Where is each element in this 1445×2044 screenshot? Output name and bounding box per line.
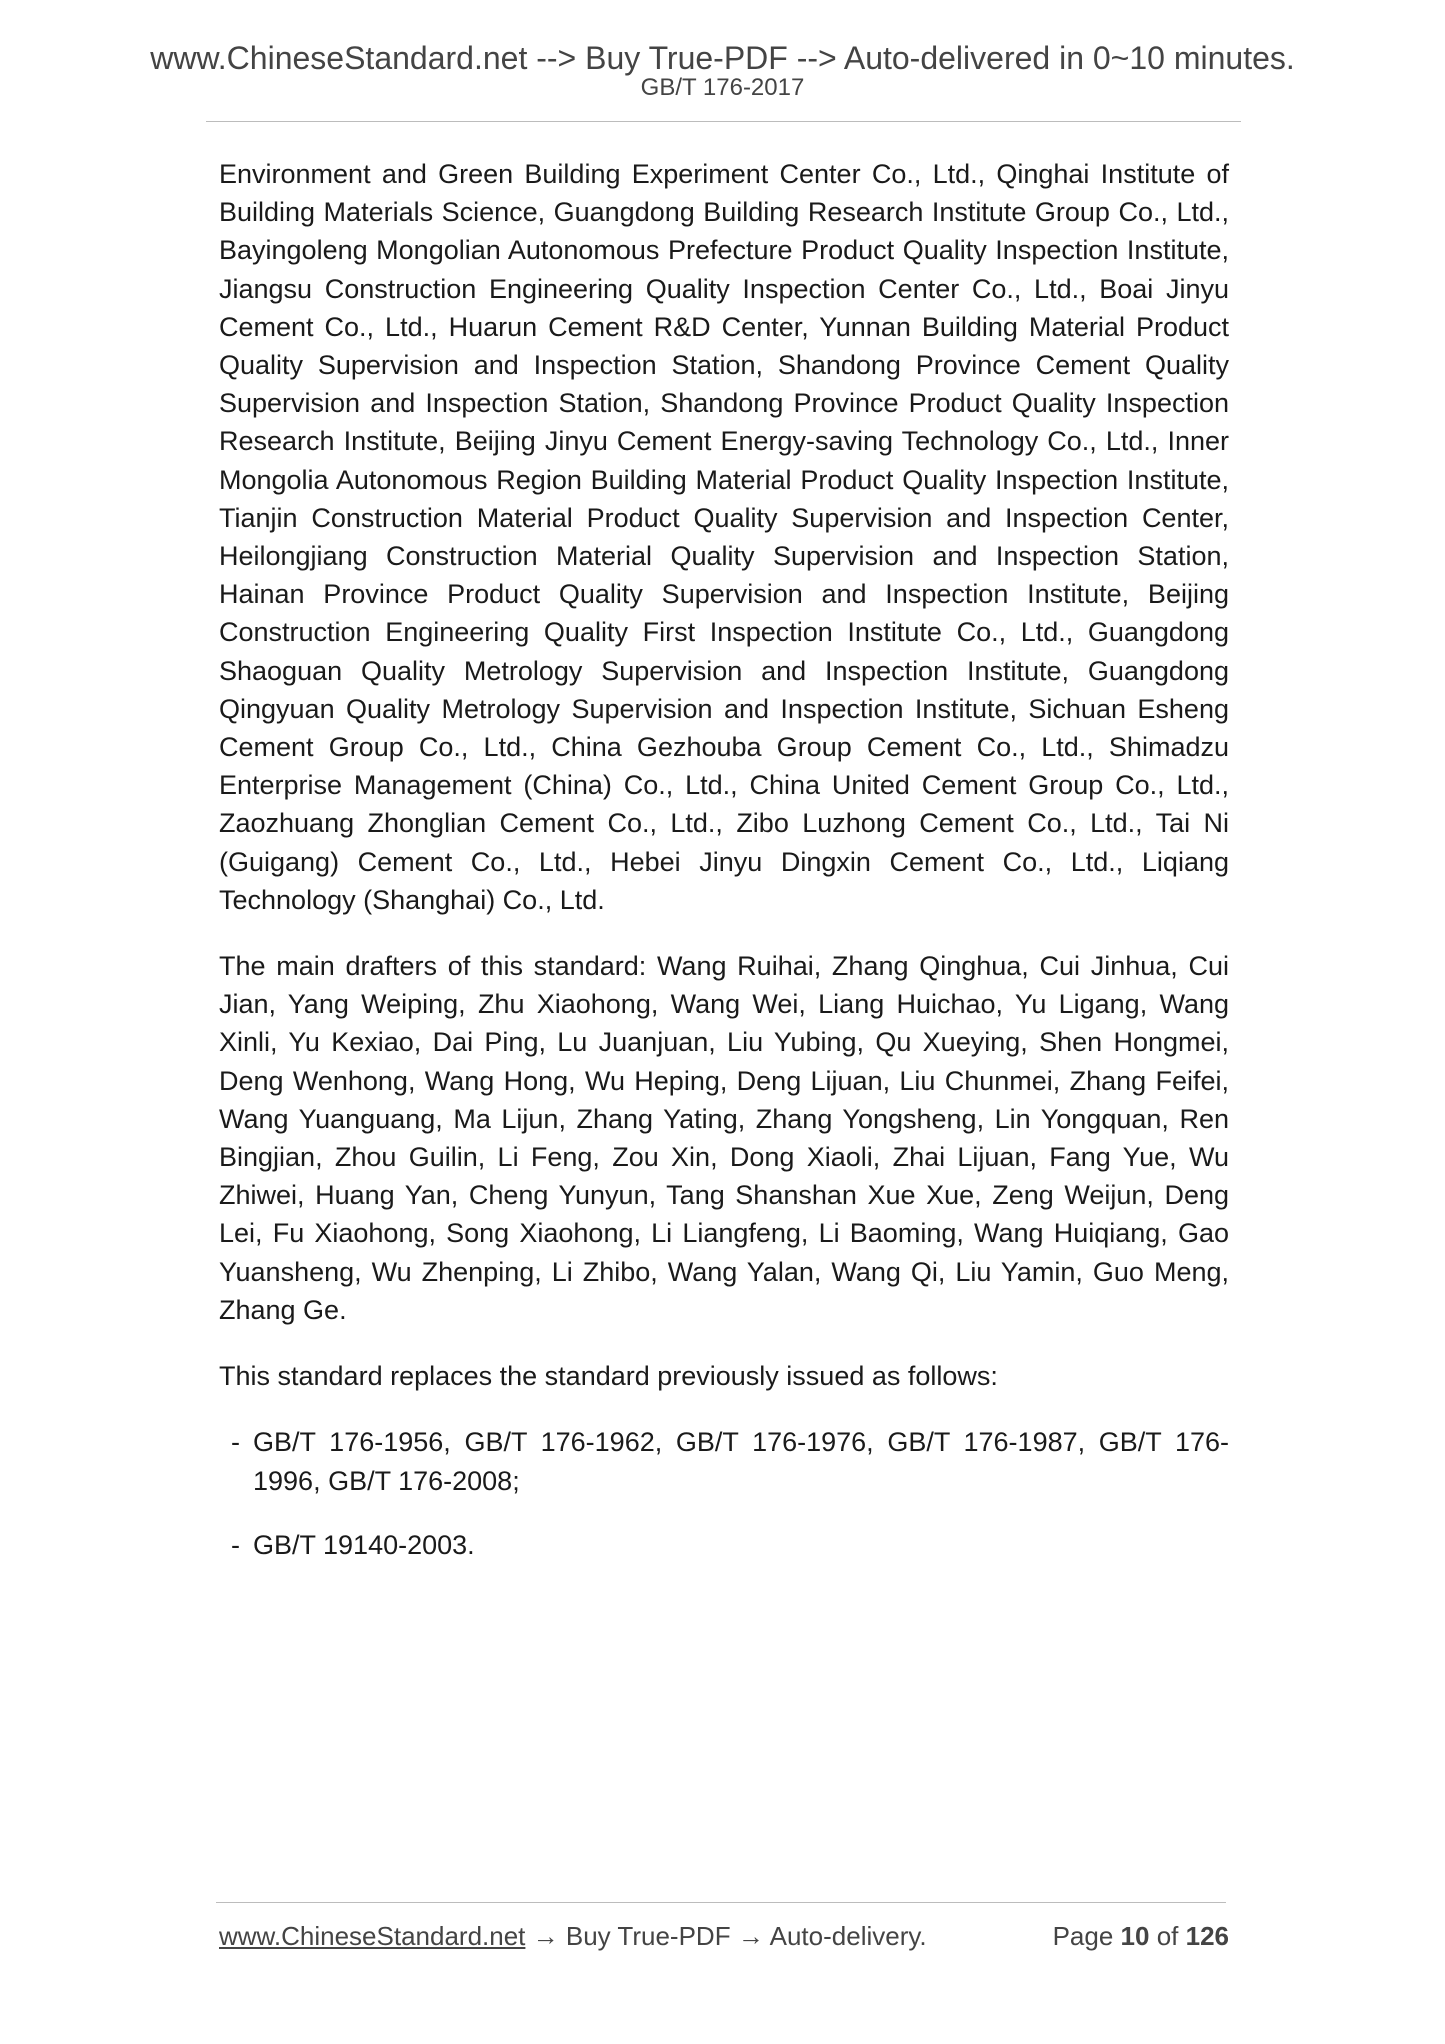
list-item-text: GB/T 19140-2003. xyxy=(253,1529,475,1560)
drafters-paragraph: The main drafters of this standard: Wang Ruihai, Zhang Qinghua, Cui Jinhua, Cui Jian, Yang Weiping, Zhu Xiaohong, Wang Wei, Liang Huichao, Yu Ligang, Wang Xinli, Yu Kexiao, Dai Ping, Lu Juanjuan, Liu Yubing, Qu Xueying, Shen Hongmei, Deng Wenhong, Wang Hong, Wu Heping, Deng Lijuan, Liu Chunmei, Zhang Feifei, Wang Yuanguang, Ma Lijun, Zhang Yating, Zhang Yongsheng, Lin Yongquan, Ren Bingjian, Zhou Guilin, Li Feng, Zou Xin, Dong Xiaoli, Zhai Lijuan, Fang Yue, Wu Zhiwei, Huang Yan, Cheng Yunyun, Tang Shanshan Xue Xue, Zeng Weijun, Deng Lei, Fu Xiaohong, Song Xiaohong, Li Liangfeng, Li Baoming, Wang Huiqiang, Gao Yuansheng, Wu Zhenping, Li Zhibo, Wang Yalan, Wang Qi, Liu Yamin, Guo Meng, Zhang Ge. xyxy=(219,951,1229,1325)
list-dash: - xyxy=(231,1529,240,1560)
replacement-intro-paragraph: This standard replaces the standard previously issued as follows: xyxy=(219,1361,998,1392)
header-divider xyxy=(206,121,1241,122)
footer-buy-text: Buy True-PDF xyxy=(565,1921,731,1951)
arrow-right-icon: → xyxy=(737,1921,764,1951)
standard-code-header: GB/T 176-2017 xyxy=(640,74,805,101)
footer-delivery-text: Auto-delivery. xyxy=(769,1921,927,1951)
page-counter xyxy=(1053,1920,1229,1952)
site-banner: www.ChineseStandard.net --> Buy True-PDF --> Auto-delivered in 0~10 minutes. xyxy=(150,40,1295,76)
of-label: of xyxy=(1156,1921,1179,1951)
page-total: 126 xyxy=(1185,1921,1229,1951)
arrow-right-icon: → xyxy=(532,1921,559,1951)
list-item xyxy=(219,1423,1229,1499)
page-label: Page xyxy=(1052,1921,1114,1951)
footer-divider xyxy=(216,1902,1226,1903)
organizations-paragraph: Environment and Green Building Experiment Center Co., Ltd., Qinghai Institute of Building Materials Science, Guangdong Building Research Institute Group Co., Ltd., Bayingoleng Mongolian Autonomous Prefecture Product Quality Inspection Institute, Jiangsu Construction Engineering Quality Inspection Center Co., Ltd., Boai Jinyu Cement Co., Ltd., Huarun Cement R&D Center, Yunnan Building Material Product Quality Supervision and Inspection Station, Shandong Province Cement Quality Supervision and Inspection Station, Shandong Province Product Quality Inspection Research Institute, Beijing Jinyu Cement Energy-saving Technology Co., Ltd., Inner Mongolia Autonomous Region Building Material Product Quality Inspection Institute, Tianjin Construction Material Product Quality Supervision and Inspection Center, Heilongjiang Construction Material Quality Supervision and Inspection Station, Hainan Province Product Quality Supervision and Inspection Institute, Beijing Construction Engineering Quality First Inspection Institute Co., Ltd., Guangdong Shaoguan Quality Metrology Supervision and Inspection Institute, Guangdong Qingyuan Quality Metrology Supervision and Inspection Institute, Sichuan Esheng Cement Group Co., Ltd., China Gezhouba Group Cement Co., Ltd., Shimadzu Enterprise Management (China) Co., Ltd., China United Cement Group Co., Ltd., Zaozhuang Zhonglian Cement Co., Ltd., Zibo Luzhong Cement Co., Ltd., Tai Ni (Guigang) Cement Co., Ltd., Hebei Jinyu Dingxin Cement Co., Ltd., Liqiang Technology (Shanghai) Co., Ltd. xyxy=(219,159,1229,915)
list-item-text: GB/T 176-1956, GB/T 176-1962, GB/T 176-1976, GB/T 176-1987, GB/T 176-1996, GB/T 176-2008; xyxy=(253,1427,1229,1496)
page-number: 10 xyxy=(1120,1921,1150,1951)
list-item xyxy=(219,1526,1229,1564)
document-body xyxy=(219,155,1229,1590)
list-dash: - xyxy=(231,1427,240,1458)
footer-site-link[interactable]: www.ChineseStandard.net xyxy=(219,1921,526,1951)
footer-promo xyxy=(219,1920,927,1952)
